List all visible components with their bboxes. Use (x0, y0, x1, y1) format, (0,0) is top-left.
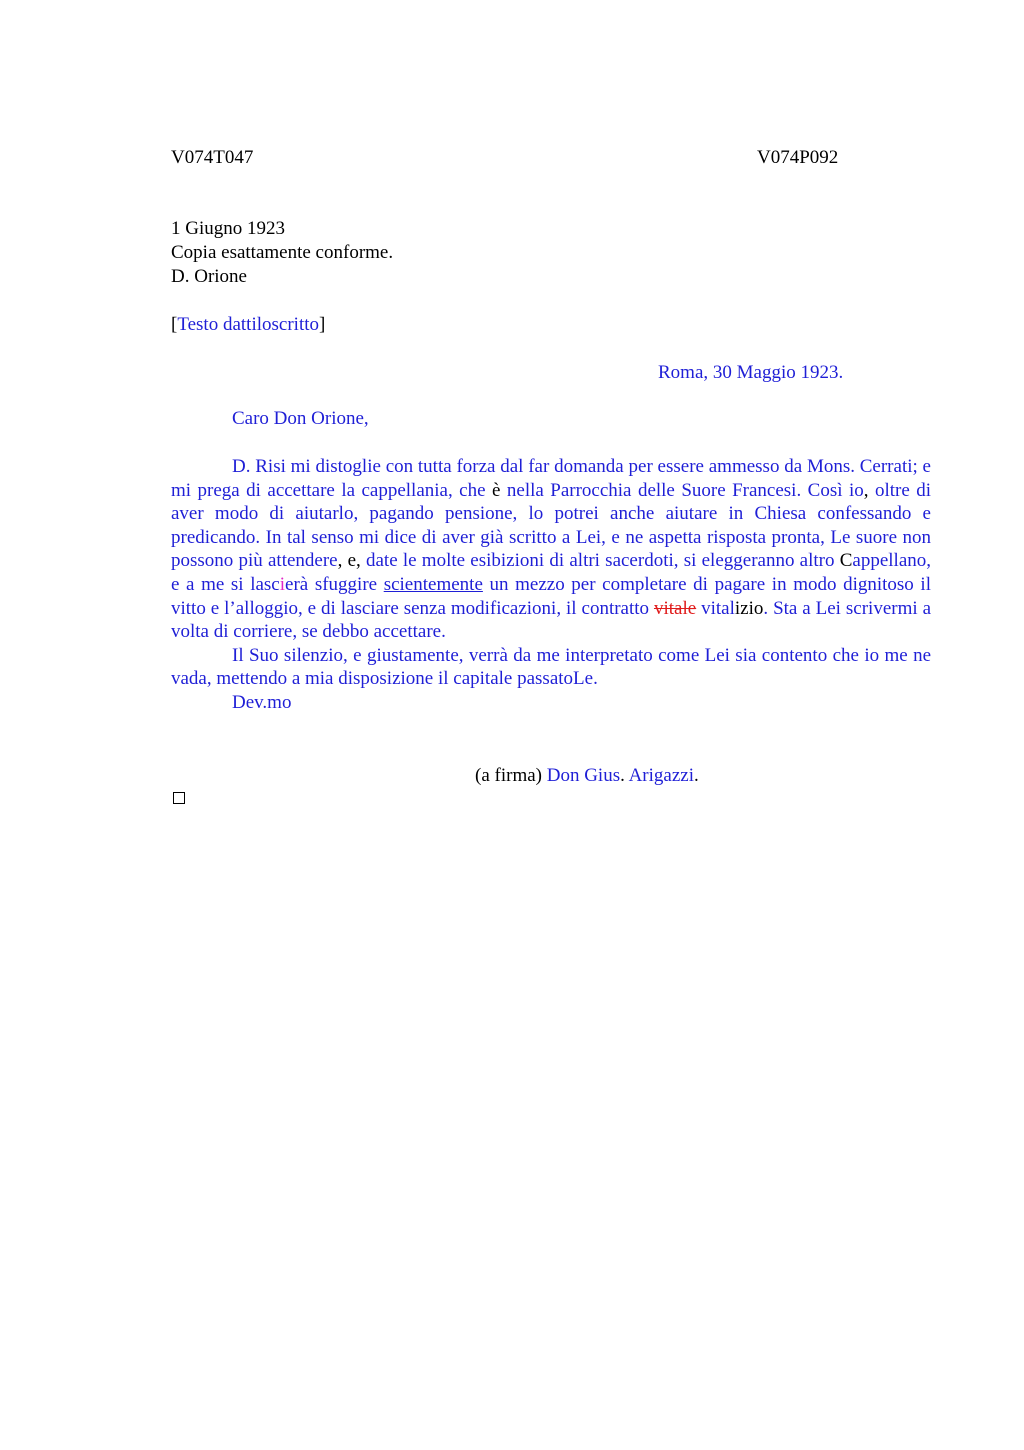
text-run: erà sfuggire (285, 573, 384, 595)
copy-note: Copia esattamente conforme. (171, 242, 394, 263)
letter-salutation: Caro Don Orione, (232, 408, 369, 429)
underlined-word: scientemente (383, 573, 483, 595)
source-note-text: Testo dattiloscritto (177, 314, 320, 335)
copy-date: 1 Giugno 1923 (171, 218, 285, 239)
document-code-right: V074P092 (757, 147, 839, 168)
source-note-close: ] (319, 314, 326, 335)
document-code-left: V074T047 (171, 147, 254, 168)
signature-end: . (693, 765, 699, 786)
letter-signature (475, 764, 699, 788)
text-run: date le molte esibizioni di altri sacerdoti, si eleggeranno altro (366, 550, 840, 572)
signature-dot: . (620, 765, 629, 786)
signature-name: Don Gius (546, 765, 621, 786)
text-run: appellano, e a me si lasc (171, 550, 931, 595)
inserted-letter: i (279, 573, 286, 595)
source-note (171, 313, 325, 337)
source-note-open: [ (171, 314, 178, 335)
text-run: vital (701, 597, 735, 619)
empty-square-icon (173, 792, 185, 804)
text-run: un mezzo per completare di pagare in modo dignitoso il vitto e l’alloggio, e di lasciare senza modificazioni, il contratto (171, 573, 931, 619)
editor-text-run: , e, (337, 550, 366, 572)
editor-text-run: , (863, 479, 869, 501)
signature-surname: Arigazzi (628, 765, 694, 786)
letter-closing: Dev.mo (232, 691, 292, 713)
letter-body (171, 455, 931, 715)
copy-author: D. Orione (171, 266, 247, 287)
letter-place-date: Roma, 30 Maggio 1923. (658, 362, 844, 383)
text-run: . Sta a Lei scrivermi a volta di corriere, se debbo accettare. (171, 597, 932, 643)
signature-prefix: (a firma) (475, 765, 547, 786)
text-run: D. Risi mi distoglie con tutta forza dal far domanda per essere ammesso da Mons. Cerrati; e mi prega di accettare la cappellania, che (171, 456, 931, 501)
editor-text-run: izio (734, 597, 764, 619)
letter-paragraph-2: Il Suo silenzio, e giustamente, verrà da me interpretato come Lei sia contento che io me ne vada, mettendo a mia disposizione il capitale passatoLe. (171, 644, 931, 690)
text-run: oltre di aver modo di aiutarlo, pagando pensione, lo potrei anche aiutare in Chiesa confessando e predicando. In tal senso mi dice di aver già scritto a Lei, e ne aspetta risposta pronta, Le suore non possono più attendere (171, 479, 931, 572)
letter-paragraph-1 (171, 455, 931, 644)
deleted-word: vitale (653, 597, 697, 619)
text-run: nella Parrocchia delle Suore Francesi. Così io (500, 479, 864, 501)
editor-text-run: è (492, 479, 501, 501)
editor-text-run: C (839, 550, 853, 572)
